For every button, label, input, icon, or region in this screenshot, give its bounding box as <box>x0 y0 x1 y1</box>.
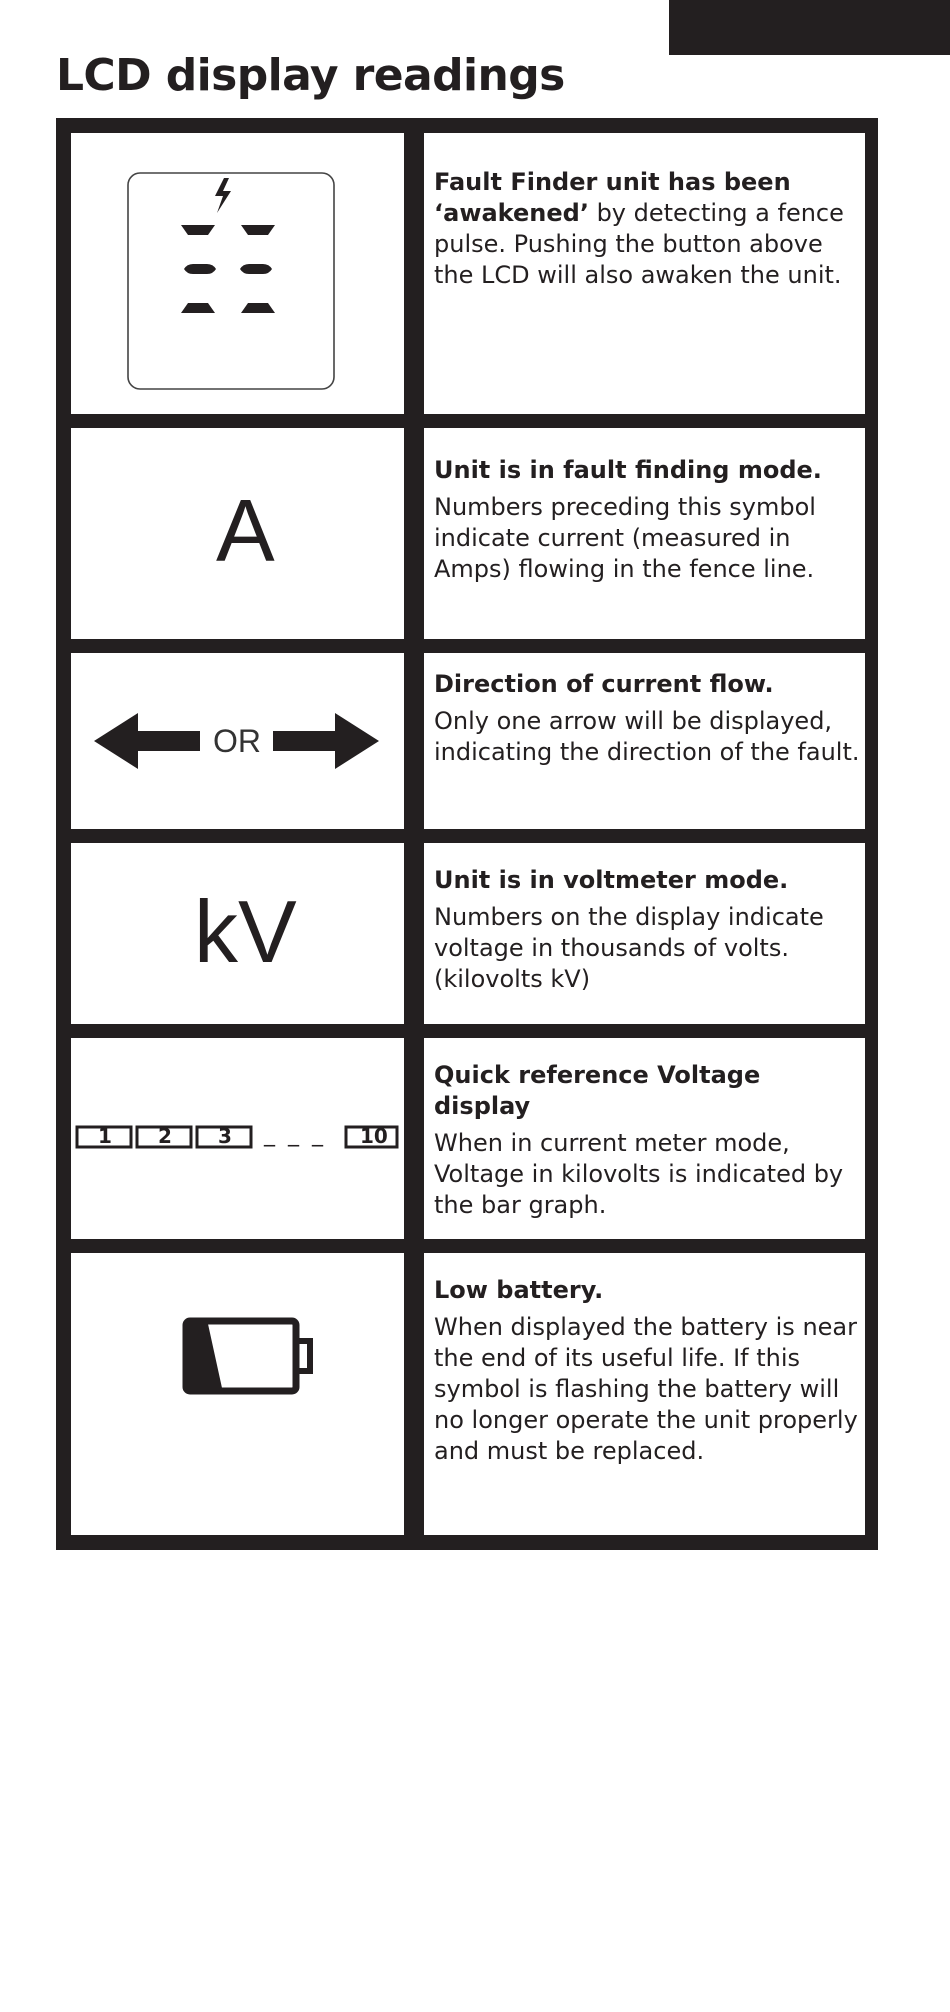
desc-awake-heading-2: ‘awakened’ <box>434 199 589 227</box>
lcd-awake-icon <box>71 133 404 414</box>
desc-amps <box>434 455 861 585</box>
desc-awake <box>434 167 861 291</box>
desc-direction-text: Only one arrow will be displayed, indicating the direction of the fault. <box>434 707 860 766</box>
or-label: OR <box>213 723 261 759</box>
desc-awake-heading: Fault Finder unit has been <box>434 168 791 196</box>
desc-battery-heading: Low battery. <box>434 1276 604 1304</box>
bar-label-3: 3 <box>218 1124 232 1148</box>
desc-cell-amps <box>424 428 865 639</box>
corner-tab <box>669 0 950 55</box>
symbol-cell-kv <box>71 843 404 1024</box>
symbol-cell-battery <box>71 1253 404 1535</box>
desc-amps-heading: Unit is in fault finding mode. <box>434 456 822 484</box>
symbol-cell-amps <box>71 428 404 639</box>
desc-kv-text: Numbers on the display indicate voltage in thousands of volts. (kilovolts kV) <box>434 903 824 993</box>
desc-direction-heading: Direction of current flow. <box>434 670 774 698</box>
lcd-readings-table <box>56 118 878 1550</box>
kv-symbol: kV <box>194 882 297 981</box>
desc-cell-direction <box>424 653 865 829</box>
bar-label-10: 10 <box>360 1124 388 1148</box>
symbol-cell-awake <box>71 133 404 414</box>
desc-awake-text: by detecting a fence pulse. Pushing the button above the LCD will also awaken the unit. <box>434 199 844 289</box>
low-battery-icon <box>71 1253 404 1535</box>
desc-battery-text: When displayed the battery is near the end of its useful life. If this symbol is flashing the battery will no longer operate the unit properly and must be replaced. <box>434 1313 858 1465</box>
amps-symbol: A <box>216 481 275 580</box>
bar-label-2: 2 <box>158 1124 172 1148</box>
desc-bargraph-text: When in current meter mode, Voltage in kilovolts is indicated by the bar graph. <box>434 1129 844 1219</box>
desc-cell-battery <box>424 1253 865 1535</box>
desc-bargraph-heading: Quick reference Voltage display <box>434 1061 761 1120</box>
page-title: LCD display readings <box>56 50 565 101</box>
desc-amps-text: Numbers preceding this symbol indicate current (measured in Amps) flowing in the fence line. <box>434 493 816 583</box>
desc-direction <box>434 669 861 768</box>
desc-cell-kv <box>424 843 865 1024</box>
desc-kv <box>434 865 861 995</box>
symbol-cell-bargraph <box>71 1038 404 1239</box>
bar-gap: _ _ _ <box>264 1122 326 1147</box>
desc-cell-bargraph <box>424 1038 865 1239</box>
desc-battery <box>434 1275 861 1467</box>
desc-cell-awake <box>424 133 865 414</box>
bar-label-1: 1 <box>98 1124 112 1148</box>
desc-kv-heading: Unit is in voltmeter mode. <box>434 866 789 894</box>
desc-bargraph <box>434 1060 861 1221</box>
bar-graph-icon <box>71 1038 404 1239</box>
symbol-cell-direction <box>71 653 404 829</box>
